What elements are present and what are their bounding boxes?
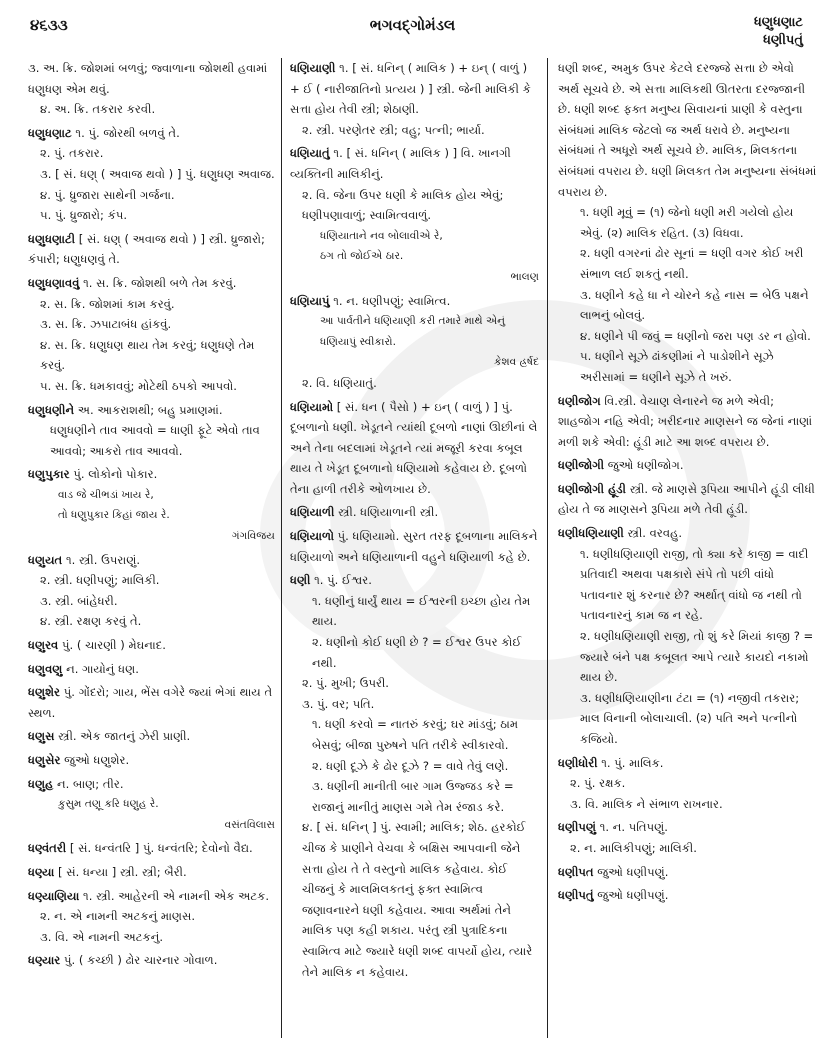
headword: ધણિયાપું <box>290 293 330 308</box>
dictionary-entry <box>28 659 275 680</box>
sense-line: ૨. વિ. જેના ઉપર ધણી કે માલિક હોય એવું; ધણીપણાવાળું; સ્વામિત્વવાળું. <box>302 187 504 223</box>
entry-first-line <box>558 862 818 883</box>
entry-first-line <box>558 885 818 906</box>
entry-first-line <box>28 229 275 270</box>
idiom-line: ૨. ધણી દૂઝે કે ઢોર દૂઝે ? = વાવે તેવું લણે. <box>312 758 509 773</box>
definition: જુઓ ધણીપણું. <box>597 888 669 903</box>
entry-first-line <box>290 397 539 500</box>
entry-first-line <box>28 750 275 771</box>
dictionary-entry <box>290 143 539 287</box>
dictionary-entry <box>28 886 275 948</box>
idiom-line: ૧. ધણી કરવો = નાતરું કરવું; ઘર માંડવું; ઠામ બેસવું; બીજા પુરુષને પતિ તરીકે સ્વીકારવો. <box>312 717 519 752</box>
dictionary-entry <box>28 726 275 747</box>
sense-line: ૨. સ. ક્રિ. જોશમાં કામ કરવું. <box>40 296 175 311</box>
quotation-line: વાડ જે ચીભડાં ખાય રે, <box>58 488 154 501</box>
entry-first-line <box>28 550 275 571</box>
definition: ૧. [ સં. ધનિન્ ( માલિક ) ] વિ. ખાનગી વ્યક્તિની માલિકીનું. <box>290 146 511 181</box>
definition: ન. ગાયોનું ધણ. <box>66 661 139 676</box>
definition: [ સં. ધણ્ ( અવાજ થવો ) ] સ્ત્રી. ધ્રુજારો; કંપારી; ધણુધણવું તે. <box>28 231 265 267</box>
headword: ધણ્યાર <box>28 953 61 968</box>
entry-first-line <box>290 502 539 523</box>
idiom-line: ૧. ધણીનું ધાર્યું થાય = ઈશ્વરની ઇચ્છા હોય તેમ થાય. <box>312 593 531 629</box>
headword: ધણુસેર <box>28 753 61 767</box>
headword: ધણ્યા <box>28 864 55 879</box>
headword: ધણુરવ <box>28 638 59 653</box>
headword: ધણિયાળો <box>290 529 334 544</box>
definition: વિ.સ્ત્રી. વેચાણ લેનારને જ મળે એવી; શાહજોગ નહિ એવી; ખરીદનાર માણસને જ જેનાં નાણાં મળી શકે એવી: હૂંડી માટે આ શબ્દ વપરાય છે. <box>558 393 813 449</box>
entry-first-line <box>28 273 275 294</box>
definition: સ્ત્રી. વરવહુ. <box>627 526 683 541</box>
entry-first-line <box>28 58 275 99</box>
entry-first-line <box>290 58 539 120</box>
guide-word-first: ધણુધણાટ <box>753 15 803 30</box>
guide-words <box>754 14 803 50</box>
quotation-source: ભાલણ <box>510 270 539 283</box>
dictionary-entry <box>28 123 275 226</box>
definition: ૧. ન. ધણીપણું; સ્વામિત્વ. <box>333 293 451 308</box>
definition: ૧. સ્ત્રી. ઉપરાણું. <box>65 552 141 567</box>
sense-line: ૩. વિ. માલિક ને સંભાળ રાખનાર. <box>570 796 723 811</box>
headword: ધણિયાળી <box>290 505 335 520</box>
dictionary-entry <box>28 58 275 120</box>
sense-line: ૫. સ. ક્રિ. ધમકાવવું; મોટેથી ઠપકો આપવો. <box>40 378 237 393</box>
column-right <box>548 58 818 1038</box>
definition: અ. આકરાશથી; બહુ પ્રમાણમાં. <box>77 402 223 417</box>
quotation-line: તો ધણુપુકાર કિહાં જાય રે. <box>58 509 170 522</box>
entry-first-line <box>28 464 275 485</box>
headword: ધણિયામો <box>290 399 334 414</box>
book-title: ભગવદ્ગોમંડલ <box>369 16 456 34</box>
entry-first-line <box>558 455 818 476</box>
headword: ધણુયત <box>28 552 63 567</box>
idiom-line: ૩. ધણીને કહે ધા ને ચોરને કહે નાસ = બેઉ પક્ષને લાભનું બોલવું. <box>580 287 809 323</box>
definition: ધણી શબ્દ, અમુક ઉપર કેટલે દરજ્જે સત્તા છે એવો અર્થ સૂચવે છે. એ સત્તા માલિકથી ઊતરતા દરજ્જાની છે. ધણી શબ્દ ફક્ત મનુષ્ય સિવાયનાં પ્રાણી કે વસ્તુના સંબંધમાં માલિક જેટલો જ અર્થ ધરાવે છે. મનુષ્યના સંબંધમાં તે અધૂરો અર્થ સૂચવે છે. માલિક, મિલકતના સંબંધમાં વપરાય છે. ધણી મિલકત તેમ મનુષ્યના સંબંધમાં વપરાય છે. <box>558 61 817 199</box>
definition: પું. ગોંદરો; ગાય, ભેંસ વગેરે જ્યાં ભેગાં થાય તે સ્થળ. <box>28 685 273 720</box>
headword: ધણ્યાણિયા <box>28 888 80 903</box>
definition: ૩. અ. ક્રિ. જોશમાં બળવું; જ્વાળાના જોશથી હવામાં ધણુધણ એમ થવું. <box>28 61 268 96</box>
sense-line: ૪. પું. ધ્રુજારા સાથેની ગર્જના. <box>40 187 175 202</box>
quotation-line: ઠગ તો જોઈએ ઠાર. <box>320 250 404 263</box>
definition: ૧. પું. જોરથી બળવું તે. <box>75 125 180 140</box>
entry-first-line <box>28 886 275 907</box>
dictionary-entry <box>28 464 275 546</box>
entry-first-line <box>28 123 275 144</box>
dictionary-entry <box>28 750 275 771</box>
idiom-line: ૩. ધણીધણિયાણીના ટંટા = (૧) નજીવી તકરાર; માલ વિનાની બોલાચાલી. (૨) પતિ અને પત્નીનો કજિયો. <box>580 690 800 746</box>
definition: ૧. પું. ઈશ્વર. <box>314 573 372 588</box>
entry-first-line <box>290 143 539 184</box>
definition: જુઓ ધણીપણું. <box>597 864 669 879</box>
dictionary-entry <box>558 817 818 858</box>
definition: સ્ત્રી. એક જાતનું ઝેરી પ્રાણી. <box>58 729 191 744</box>
definition: [ સં. ધન્યા ] સ્ત્રી. સ્ત્રી; બૈરી. <box>57 864 187 879</box>
definition: પું. ( કચ્છી ) ઢોર ચારનાર ગોવાળ. <box>63 953 218 968</box>
sense-line: ૩. વિ. એ નામની અટકનું. <box>40 929 164 944</box>
entry-first-line <box>558 523 818 544</box>
quotation-line: આ પાર્વતીને ધણિયાણી કરી તમારે માથે એનું ધણિયાપું સ્વીકારો. <box>320 315 506 348</box>
headword: ધણિયાણી <box>290 61 336 75</box>
headword: ધણીધોરી <box>558 755 598 770</box>
page-header <box>0 0 825 55</box>
dictionary-entry <box>558 391 818 453</box>
idiom-line: ધણુધણીને તાવ આવવો = ધાણી ફૂટે એવો તાવ આવવો; આકરો તાવ આવવો. <box>50 423 260 458</box>
dictionary-entry <box>28 682 275 723</box>
definition: જુઓ ધણુશેર. <box>64 753 130 767</box>
headword: ધણુધણીને <box>28 402 75 417</box>
definition: સ્ત્રી. જે માણસે રૂપિયા આપીને હૂંડી લીધી હોય તે જ માણસને રૂપિયા મળે તેવી હૂંડી. <box>558 481 815 517</box>
headword: ધણુધણાટ <box>28 125 72 140</box>
headword: ધણીજોગી હૂંડી <box>558 481 626 496</box>
idiom-line: ૨. ધણી વગરનાં ઢોર સૂનાં = ધણી વગર કોઈ ખરી સંભાળ લઈ શકતું નથી. <box>580 246 804 281</box>
entry-first-line <box>28 862 275 883</box>
idiom-line: ૫. ધણીને સૂઝે ઢાંકણીમાં ને પાડોશીને સૂઝે અરીસામાં = ધણીને સૂઝે તે ખરું. <box>580 349 774 384</box>
idiom-line: ૨. ધણીનો કોઈ ધણી છે ? = ઈશ્વર ઉપર કોઈ નથી. <box>312 635 522 670</box>
dictionary-entry <box>558 862 818 883</box>
dictionary-entry <box>290 291 539 394</box>
sense-line: ૨. વિ. ધણિયાતું. <box>302 375 377 390</box>
entry-first-line <box>290 570 539 591</box>
dictionary-entry <box>28 229 275 270</box>
definition: ૧. સ્ત્રી. આહેરની એ નામની એક અટક. <box>83 888 269 903</box>
idiom-line: ૧. ધણી મૂવું = (૧) જેનો ધણી મરી ગયેલો હોય એવું. (૨) માલિક રહિત. (૩) વિધવા. <box>580 205 794 240</box>
sense-line: ૨. સ્ત્રી. ધણીપણું; માલિકી. <box>40 573 160 588</box>
dictionary-columns <box>28 58 818 1038</box>
headword: ધણીપતું <box>558 888 594 903</box>
dictionary-entry <box>28 550 275 632</box>
dictionary-entry <box>290 570 539 982</box>
definition: પું. ધણિયામો. સુરત તરફ દૂબળાના માલિકને ધણિયાળો અને ધણિયાળાની વહુને ધણિયાળી કહે છે. <box>290 529 538 564</box>
entry-first-line <box>558 753 818 774</box>
dictionary-entry <box>558 753 818 815</box>
sense-line: ૫. પું. ધ્રુજારો; કંપ. <box>40 208 128 223</box>
sense-line: ૪. [ સં. ધનિન્ ] પું. સ્વામી; માલિક; શેઠ. હરકોઈ ચીજ કે પ્રાણીને વેચવા કે બક્ષિસ આપવાની જેને સત્તા હોય તે તે વસ્તુનો માલિક કહેવાય. કોઈ ચીજનું કે માલમિલકતનું ફક્ત સ્વામિત્વ જણાવનારને ધણી કહેવાય. આવા અર્થમાં તેને માલિક પણ કહી શકાય. પરંતુ સ્ત્રી પુત્રાદિકના સ્વામિત્વ માટે જ્યારે ધણી શબ્દ વાપર્યો હોય, ત્યારે તેને માલિક ન કહેવાય. <box>302 820 533 979</box>
definition: પું. ( ચારણી ) મેઘનાદ. <box>61 638 166 653</box>
guide-word-last: ધણીપતું <box>763 33 803 48</box>
dictionary-entry <box>558 523 818 750</box>
page-number: ૪૬૩૩ <box>30 16 68 34</box>
dictionary-entry <box>558 455 818 476</box>
headword: ધણુસ <box>28 729 55 744</box>
sense-line: ૩. સ્ત્રી. બાંહેધરી. <box>40 593 118 608</box>
dictionary-entry <box>28 838 275 859</box>
quotation-source: ગંગવિજય <box>231 530 275 543</box>
headword: ધણુપુકાર <box>28 467 70 482</box>
sense-line: ૩. પું. વર; પતિ. <box>302 696 375 711</box>
quotation-line: કુસુમ તણૂ કરિ ધણુહ રે. <box>58 798 159 811</box>
idiom-line: ૩. ધણીની માનીતી બાર ગામ ઉજ્જડ કરે = રાજાનું માનીતું માણસ ગમે તેમ રંજાડ કરે. <box>312 779 514 814</box>
dictionary-entry <box>28 774 275 836</box>
definition: ૧. ન. પતિપણું. <box>599 820 668 835</box>
entry-first-line <box>28 774 275 795</box>
definition: જુઓ ધણીજોગ. <box>607 458 684 473</box>
entry-first-line <box>28 682 275 723</box>
sense-line: ૨. ન. માલિકીપણું; માલિકી. <box>570 840 697 855</box>
quotation-source: વસંતવિલાસ <box>224 818 275 831</box>
headword: ધણીપણું <box>558 820 597 835</box>
headword: ધણુવણુ <box>28 661 63 676</box>
headword: ધણુશેર <box>28 685 60 700</box>
definition: ૧. [ સં. ધનિન્ ( માલિક ) + ઇન્ ( વાળું ) + ઈ ( નારીજાતિનો પ્રત્યય ) ] સ્ત્રી. જેની માલિકી કે સત્તા હોય તેવી સ્ત્રી; શેઠાણી. <box>290 61 531 117</box>
idiom-line: ૧. ધણીધણિયાણી રાજી, તો ક્યા કરે કાજી = વાદી પ્રતિવાદી અથવા પક્ષકારો સંપે તો પછી વાંધો પતાવનાર શું કરનાર છે? અર્થાત્ વાંધો જ નથી તો પતાવનારનું કામ જ ન રહે. <box>580 546 809 623</box>
definition: સ્ત્રી. ધણિયાળાની સ્ત્રી. <box>338 505 439 520</box>
headword: ધણીજોગ <box>558 393 601 408</box>
entry-first-line <box>558 479 818 520</box>
entry-first-line <box>290 526 539 567</box>
dictionary-entry <box>558 885 818 906</box>
quotation-line: ધણિયાતાને નવ બોલાવીએ રે, <box>320 229 443 242</box>
entry-first-line <box>28 635 275 656</box>
dictionary-entry <box>290 526 539 567</box>
dictionary-entry <box>290 397 539 500</box>
dictionary-entry <box>28 862 275 883</box>
sense-line: ૨. પું. મુખી; ઉપરી. <box>302 676 389 691</box>
entry-first-line <box>558 391 818 453</box>
sense-line: ૪. સ. ક્રિ. ધણુધણ થાય તેમ કરવું; ધણુધણે તેમ કરવું. <box>40 337 255 373</box>
definition: ૧. પું. માલિક. <box>601 755 664 770</box>
dictionary-entry <box>290 58 539 140</box>
dictionary-entry <box>558 479 818 520</box>
column-left <box>28 58 281 1038</box>
dictionary-entry <box>28 400 275 462</box>
entry-first-line <box>28 400 275 421</box>
headword: ધણ્વંતરી <box>28 841 67 856</box>
headword: ધણી <box>290 573 311 588</box>
sense-line: ૨. સ્ત્રી. પરણેતર સ્ત્રી; વહુ; પત્ની; ભાર્યા. <box>302 122 485 137</box>
definition: પું. લોકોનો પોકાર. <box>73 467 158 482</box>
quotation-source: કેશવ હ્રર્ષદ <box>494 356 539 369</box>
sense-line: ૪. અ. ક્રિ. તકરાર કરવી. <box>40 102 156 117</box>
definition: [ સં. ધન્વંતરિ ] પું. ધન્વંતરિ; દેવોનો વૈદ્ય. <box>69 841 253 856</box>
dictionary-entry <box>28 273 275 397</box>
idiom-line: ૪. ધણીને પી જવું = ધણીનો જરા પણ ડર ન હોવો. <box>580 328 811 343</box>
dictionary-entry <box>290 502 539 523</box>
headword: ધણુહ <box>28 776 54 791</box>
entry-first-line <box>290 291 539 312</box>
entry-first-line <box>28 950 275 971</box>
entry-first-line <box>28 726 275 747</box>
entry-first-line <box>558 58 818 202</box>
column-middle <box>281 58 548 1038</box>
headword: ધણીજોગી <box>558 458 605 473</box>
headword: ધણુધણાવવું <box>28 275 80 290</box>
sense-line: ૨. પું. તકરાર. <box>40 146 104 161</box>
headword: ધણુધણાટી <box>28 231 76 246</box>
entry-first-line <box>28 659 275 680</box>
dictionary-entry <box>558 58 818 388</box>
idiom-line: ૨. ધણીધણિયાણી રાજી, તો શું કરે મિયાં કાજી ? = જ્યારે બંને પક્ષ કબૂલત આપે ત્યારે કાયદો નકામો થાય છે. <box>580 629 814 685</box>
dictionary-entry <box>28 635 275 656</box>
sense-line: ૩. [ સં. ધણ્ ( અવાજ થવો ) ] પું. ધણુધણ અવાજ. <box>40 166 275 181</box>
headword: ધણિયાતું <box>290 146 330 161</box>
sense-line: ૩. સ. ક્રિ. ઝપાટાબંધ હાંકવું. <box>40 317 172 332</box>
headword: ધણીપત <box>558 864 594 879</box>
headword: ધણીધણિયાણી <box>558 526 624 541</box>
sense-line: ૨. પું. રક્ષક. <box>570 776 626 791</box>
sense-line: ૪. સ્ત્રી. રક્ષણ કરવું તે. <box>40 614 142 629</box>
entry-first-line <box>28 838 275 859</box>
definition: ન. બાણ; તીર. <box>57 776 124 791</box>
definition: ૧. સ. ક્રિ. જોશથી બળે તેમ કરવું. <box>83 275 237 290</box>
entry-first-line <box>558 817 818 838</box>
definition: [ સં. ધન ( પૈસો ) + ઇન્ ( વાળું ) ] પું. દૂબળાનો ધણી. ખેડૂતને ત્યાંથી દૂબળો નાણાં ઊછીનાં લે અને તેના બદલામાં ખેડૂતને ત્યાં મજૂરી કરવા કબૂલ થાય તે ખેડૂત દૂબળાનો ધણિયામો કહેવાય છે. દૂબળો તેના હાળી તરીકે ઓળખાય છે. <box>290 399 538 496</box>
dictionary-entry <box>28 950 275 971</box>
sense-line: ૨. ન. એ નામની અટકનું માણસ. <box>40 909 196 924</box>
